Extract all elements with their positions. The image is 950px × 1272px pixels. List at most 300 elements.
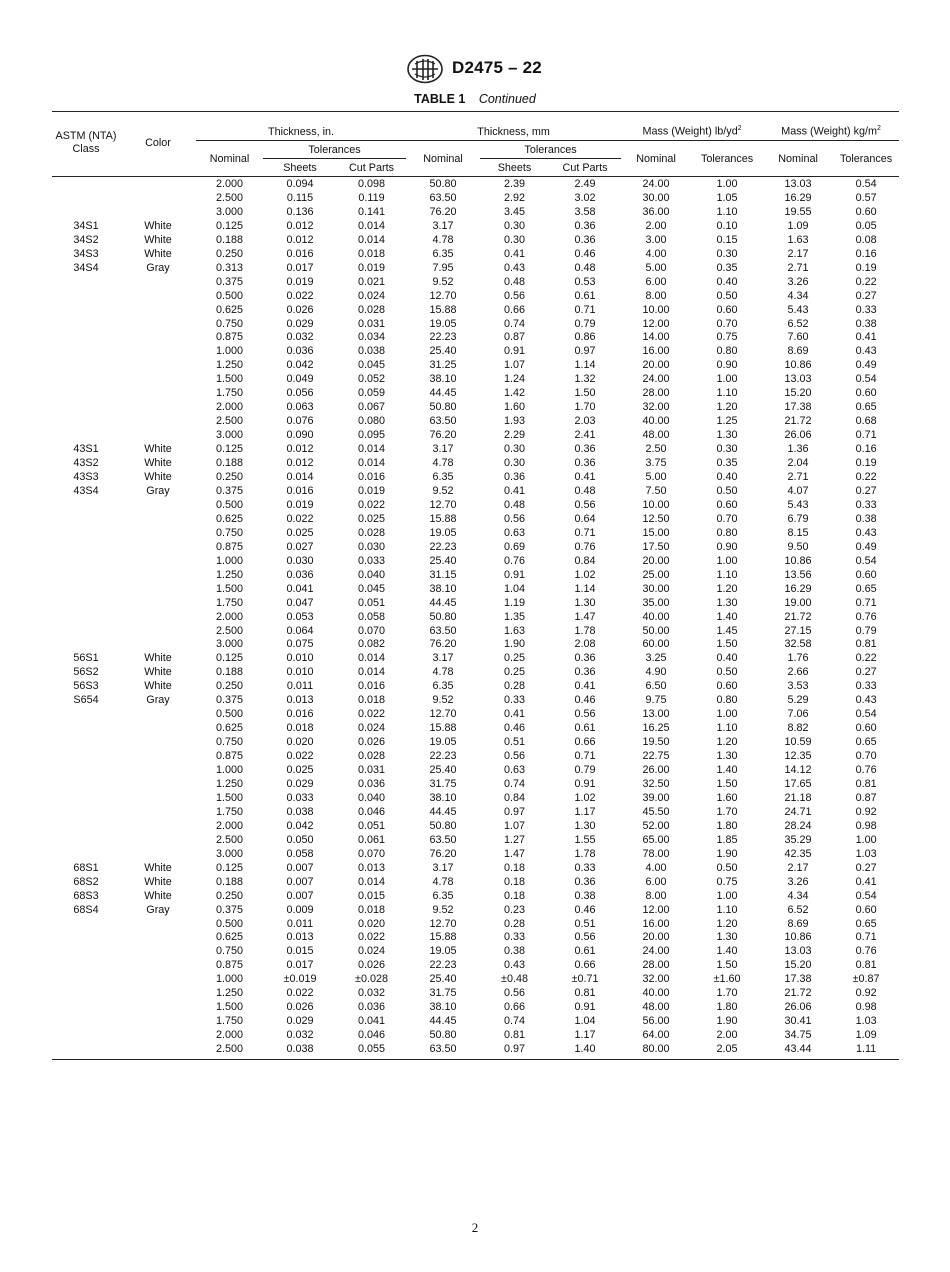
table-row [52, 485, 899, 499]
cell-tolerance-lb: 1.30 [716, 596, 738, 609]
header-nominal-lb: Nominal [621, 141, 691, 177]
cell-class [52, 708, 120, 722]
cell-nominal-kg: 7.06 [787, 708, 809, 721]
cell-tolerance-lb: 1.45 [716, 624, 738, 637]
cell-cut-parts-mm: 1.70 [574, 401, 596, 414]
cell-sheets-mm: 0.97 [504, 1043, 526, 1056]
cell-sheets-mm: 0.56 [504, 750, 526, 763]
cell-nominal-lb: 32.50 [642, 777, 670, 790]
cell-nominal-lb: 24.00 [642, 945, 670, 958]
cell-nominal-mm: 6.35 [432, 471, 454, 484]
cell-tolerance-kg: 0.49 [855, 359, 877, 372]
cell-nominal-lb: 28.00 [642, 387, 670, 400]
cell-nominal-in: 2.000 [215, 178, 244, 190]
header-nominal-kg: Nominal [763, 141, 833, 177]
cell-cut-parts-in: 0.015 [357, 889, 386, 902]
table-row [52, 192, 899, 206]
table-continued: Continued [478, 92, 536, 106]
table-row [52, 945, 899, 959]
cell-nominal-in: 1.000 [215, 345, 244, 358]
cell-color [120, 597, 196, 611]
cell-tolerance-kg: 0.33 [855, 303, 877, 316]
cell-nominal-mm: 25.40 [429, 554, 457, 567]
cell-nominal-mm: 15.88 [429, 931, 457, 944]
cell-class: 43S1 [73, 443, 99, 456]
cell-sheets-in: 0.058 [286, 847, 314, 860]
cell-tolerance-lb: 0.60 [716, 498, 738, 511]
cell-tolerance-kg: 0.60 [855, 903, 877, 916]
cell-sheets-mm: 0.43 [504, 959, 526, 972]
data-table [52, 111, 899, 1060]
cell-color [120, 359, 196, 373]
cell-cut-parts-in: 0.022 [357, 708, 386, 721]
cell-nominal-kg: 3.53 [787, 680, 809, 693]
cell-class [52, 722, 120, 736]
cell-color: Gray [146, 261, 170, 274]
cell-tolerance-kg: 0.54 [855, 889, 877, 902]
cell-tolerance-lb: 1.40 [716, 610, 738, 623]
cell-nominal-mm: 6.35 [432, 889, 454, 902]
cell-cut-parts-in: 0.058 [357, 610, 386, 623]
cell-sheets-in: 0.011 [286, 680, 314, 693]
header-sheets-mm: Sheets [480, 159, 549, 177]
cell-color: White [144, 443, 172, 456]
cell-nominal-lb: 19.50 [642, 736, 670, 749]
cell-nominal-lb: 4.90 [645, 666, 667, 679]
cell-cut-parts-mm: 0.36 [574, 666, 596, 679]
header-mass-lb [621, 112, 763, 141]
header-cut-parts-mm: Cut Parts [549, 159, 621, 177]
cell-cut-parts-in: 0.095 [357, 429, 386, 442]
cell-nominal-kg: 10.86 [784, 359, 812, 372]
cell-color [120, 499, 196, 513]
cell-tolerance-kg: 0.27 [855, 861, 877, 874]
cell-color [120, 304, 196, 318]
cell-nominal-lb: 12.50 [642, 512, 670, 525]
cell-class: 43S3 [73, 471, 99, 484]
cell-tolerance-lb: 1.30 [716, 931, 738, 944]
table-row [52, 262, 899, 276]
cell-color [120, 792, 196, 806]
header-cut-parts-in: Cut Parts [337, 159, 406, 177]
cell-nominal-lb: 20.00 [642, 359, 670, 372]
cell-nominal-kg: 10.59 [784, 736, 812, 749]
cell-class [52, 541, 120, 555]
cell-cut-parts-in: 0.024 [357, 289, 386, 302]
cell-cut-parts-in: 0.016 [357, 680, 386, 693]
cell-class: 43S4 [73, 484, 99, 497]
table-row [52, 680, 899, 694]
cell-nominal-lb: 8.00 [645, 289, 667, 302]
cell-sheets-in: 0.016 [286, 247, 314, 260]
cell-nominal-in: 1.750 [215, 387, 244, 400]
cell-tolerance-lb: 1.20 [716, 736, 738, 749]
table-row [52, 1015, 899, 1029]
cell-nominal-in: 0.875 [215, 959, 244, 972]
cell-color: White [144, 680, 172, 693]
cell-color [120, 611, 196, 625]
table-row [52, 778, 899, 792]
cell-nominal-lb: 15.00 [642, 526, 670, 539]
cell-tolerance-lb: 1.00 [716, 889, 738, 902]
cell-class [52, 359, 120, 373]
cell-cut-parts-mm: 0.48 [574, 261, 596, 274]
cell-sheets-mm: 0.74 [504, 1015, 526, 1028]
header-thickness-in: Thickness, in. [196, 112, 406, 141]
cell-nominal-in: 0.375 [215, 275, 244, 288]
cell-nominal-kg: 34.75 [784, 1029, 812, 1042]
cell-nominal-lb: 64.00 [642, 1029, 670, 1042]
cell-tolerance-lb: 1.25 [716, 415, 738, 428]
cell-sheets-in: 0.094 [286, 178, 314, 190]
cell-tolerance-lb: 1.10 [716, 903, 738, 916]
cell-color: White [144, 666, 172, 679]
cell-nominal-lb: 9.75 [645, 694, 667, 707]
cell-cut-parts-mm: 0.66 [574, 959, 596, 972]
cell-nominal-lb: 13.00 [642, 708, 670, 721]
table-row [52, 234, 899, 248]
cell-nominal-lb: 78.00 [642, 847, 670, 860]
cell-tolerance-lb: 0.90 [716, 359, 738, 372]
cell-color: Gray [146, 903, 170, 916]
cell-cut-parts-in: 0.013 [357, 861, 386, 874]
cell-nominal-in: 0.875 [215, 750, 244, 763]
cell-cut-parts-in: 0.032 [357, 987, 386, 1000]
cell-sheets-mm: 1.24 [504, 373, 526, 386]
cell-sheets-mm: 0.41 [504, 247, 526, 260]
cell-nominal-mm: 50.80 [429, 819, 457, 832]
cell-class [52, 973, 120, 987]
cell-class [52, 959, 120, 973]
cell-tolerance-lb: 0.40 [716, 652, 738, 665]
cell-tolerance-lb: 1.10 [716, 387, 738, 400]
cell-nominal-in: 0.188 [215, 666, 244, 679]
cell-cut-parts-mm: 1.17 [574, 805, 596, 818]
cell-nominal-kg: 30.41 [784, 1015, 812, 1028]
cell-sheets-mm: 0.69 [504, 540, 526, 553]
cell-nominal-mm: 12.70 [429, 917, 457, 930]
cell-cut-parts-mm: 0.56 [574, 931, 596, 944]
cell-nominal-in: 3.000 [215, 847, 244, 860]
cell-nominal-lb: 5.00 [645, 261, 667, 274]
table-row [52, 359, 899, 373]
cell-nominal-kg: 5.43 [787, 303, 809, 316]
cell-cut-parts-in: 0.082 [357, 638, 386, 651]
cell-nominal-kg: 2.66 [787, 666, 809, 679]
cell-tolerance-kg: 0.54 [855, 373, 877, 386]
cell-sheets-mm: 0.41 [504, 484, 526, 497]
cell-class: 56S1 [73, 652, 99, 665]
cell-class [52, 513, 120, 527]
cell-sheets-in: 0.025 [286, 526, 314, 539]
cell-tolerance-lb: 0.30 [716, 443, 738, 456]
cell-nominal-lb: 2.50 [645, 443, 667, 456]
cell-tolerance-lb: ±1.60 [713, 973, 741, 986]
table-row [52, 987, 899, 1001]
cell-cut-parts-in: 0.051 [357, 596, 386, 609]
cell-cut-parts-in: 0.052 [357, 373, 386, 386]
table-row [52, 304, 899, 318]
cell-cut-parts-mm: 1.47 [574, 610, 596, 623]
cell-sheets-mm: 0.76 [504, 554, 526, 567]
cell-sheets-mm: 1.04 [504, 582, 526, 595]
cell-cut-parts-in: 0.038 [357, 345, 386, 358]
cell-class [52, 290, 120, 304]
cell-tolerance-kg: 0.27 [855, 666, 877, 679]
cell-color [120, 820, 196, 834]
cell-nominal-kg: 8.15 [787, 526, 809, 539]
cell-tolerance-kg: 0.43 [855, 526, 877, 539]
cell-nominal-mm: 76.20 [429, 205, 457, 218]
cell-color [120, 1029, 196, 1043]
cell-tolerance-kg: 0.71 [855, 596, 877, 609]
cell-class [52, 192, 120, 206]
cell-sheets-in: 0.063 [286, 401, 314, 414]
cell-nominal-mm: 12.70 [429, 498, 457, 511]
cell-tolerance-lb: 0.40 [716, 275, 738, 288]
cell-nominal-in: 3.000 [215, 429, 244, 442]
cell-nominal-lb: 48.00 [642, 429, 670, 442]
cell-nominal-lb: 3.75 [645, 457, 667, 470]
cell-color [120, 513, 196, 527]
cell-sheets-in: 0.012 [286, 443, 314, 456]
cell-color: White [144, 861, 172, 874]
cell-cut-parts-in: 0.080 [357, 415, 386, 428]
cell-nominal-mm: 63.50 [429, 415, 457, 428]
header-class [52, 112, 120, 177]
cell-tolerance-lb: 1.90 [716, 1015, 738, 1028]
cell-cut-parts-in: 0.067 [357, 401, 386, 414]
cell-nominal-in: 1.250 [215, 987, 244, 1000]
cell-cut-parts-in: 0.026 [357, 959, 386, 972]
cell-nominal-lb: 25.00 [642, 568, 670, 581]
cell-nominal-in: 0.250 [215, 247, 244, 260]
document-header [0, 54, 950, 84]
cell-nominal-in: 1.500 [215, 373, 244, 386]
cell-color: White [144, 875, 172, 888]
cell-nominal-in: 0.125 [215, 652, 244, 665]
cell-sheets-mm: 0.63 [504, 764, 526, 777]
cell-sheets-in: 0.022 [286, 750, 314, 763]
cell-tolerance-lb: 1.80 [716, 819, 738, 832]
cell-tolerance-kg: 0.98 [855, 1001, 877, 1014]
cell-tolerance-lb: 1.30 [716, 750, 738, 763]
cell-color [120, 848, 196, 862]
cell-nominal-in: 2.000 [215, 610, 244, 623]
cell-cut-parts-mm: 0.61 [574, 722, 596, 735]
cell-nominal-lb: 24.00 [642, 373, 670, 386]
table-row [52, 862, 899, 876]
cell-tolerance-lb: 1.20 [716, 401, 738, 414]
cell-color [120, 764, 196, 778]
cell-cut-parts-mm: 1.02 [574, 568, 596, 581]
cell-cut-parts-mm: 0.46 [574, 694, 596, 707]
cell-cut-parts-mm: 0.41 [574, 471, 596, 484]
table-row [52, 764, 899, 778]
cell-cut-parts-mm: 0.64 [574, 512, 596, 525]
table-row [52, 415, 899, 429]
cell-nominal-mm: 76.20 [429, 847, 457, 860]
cell-nominal-kg: 4.34 [787, 889, 809, 902]
cell-nominal-in: 1.750 [215, 1015, 244, 1028]
cell-nominal-kg: 17.65 [784, 777, 812, 790]
cell-nominal-lb: 30.00 [642, 191, 670, 204]
cell-tolerance-kg: 0.68 [855, 415, 877, 428]
cell-sheets-in: 0.020 [286, 736, 314, 749]
cell-cut-parts-in: 0.045 [357, 359, 386, 372]
cell-cut-parts-mm: 0.71 [574, 750, 596, 763]
cell-nominal-mm: 6.35 [432, 247, 454, 260]
table-row [52, 443, 899, 457]
document-designation: D2475 – 22 [452, 58, 542, 77]
cell-cut-parts-mm: 0.91 [574, 1001, 596, 1014]
table-row [52, 708, 899, 722]
cell-nominal-in: 0.750 [215, 526, 244, 539]
cell-tolerance-lb: 1.10 [716, 722, 738, 735]
cell-nominal-kg: 15.20 [784, 959, 812, 972]
cell-cut-parts-mm: 1.55 [574, 833, 596, 846]
cell-class: 34S1 [73, 219, 99, 232]
cell-class [52, 569, 120, 583]
cell-cut-parts-in: 0.046 [357, 805, 386, 818]
cell-sheets-mm: 0.81 [504, 1029, 526, 1042]
cell-class [52, 1029, 120, 1043]
cell-sheets-in: 0.016 [286, 484, 314, 497]
cell-cut-parts-in: 0.014 [357, 219, 386, 232]
cell-sheets-in: 0.029 [286, 317, 314, 330]
cell-color [120, 429, 196, 443]
cell-cut-parts-in: 0.070 [357, 847, 386, 860]
cell-sheets-mm: 0.63 [504, 526, 526, 539]
cell-cut-parts-mm: 0.56 [574, 708, 596, 721]
cell-sheets-in: 0.076 [286, 415, 314, 428]
cell-tolerance-kg: 0.22 [855, 275, 877, 288]
table-row [52, 541, 899, 555]
cell-tolerance-lb: 1.20 [716, 582, 738, 595]
cell-nominal-mm: 22.23 [429, 331, 457, 344]
cell-tolerance-kg: 1.00 [855, 833, 877, 846]
cell-nominal-kg: 17.38 [784, 973, 812, 986]
cell-sheets-mm: 1.07 [504, 819, 526, 832]
table-row [52, 652, 899, 666]
cell-tolerance-kg: 0.81 [855, 777, 877, 790]
cell-color: White [144, 652, 172, 665]
cell-nominal-in: 0.750 [215, 945, 244, 958]
cell-tolerance-lb: 0.80 [716, 345, 738, 358]
cell-sheets-mm: 0.25 [504, 652, 526, 665]
cell-class [52, 638, 120, 652]
cell-sheets-mm: 1.47 [504, 847, 526, 860]
cell-sheets-mm: ±0.48 [501, 973, 528, 986]
cell-class [52, 834, 120, 848]
table-row [52, 918, 899, 932]
cell-sheets-in: 0.032 [286, 1029, 314, 1042]
cell-nominal-mm: 25.40 [429, 764, 457, 777]
cell-nominal-kg: 42.35 [784, 847, 812, 860]
cell-nominal-kg: 17.38 [784, 401, 812, 414]
cell-class [52, 750, 120, 764]
cell-class [52, 318, 120, 332]
cell-cut-parts-mm: 0.36 [574, 457, 596, 470]
cell-cut-parts-in: 0.028 [357, 303, 386, 316]
cell-nominal-mm: 4.78 [432, 233, 454, 246]
cell-nominal-in: 0.188 [215, 457, 244, 470]
cell-nominal-kg: 28.24 [784, 819, 812, 832]
cell-color [120, 806, 196, 820]
cell-nominal-mm: 31.75 [429, 777, 457, 790]
cell-cut-parts-mm: 0.36 [574, 875, 596, 888]
cell-cut-parts-mm: 1.50 [574, 387, 596, 400]
cell-class [52, 764, 120, 778]
cell-cut-parts-mm: 0.79 [574, 764, 596, 777]
cell-sheets-in: 0.017 [286, 261, 314, 274]
cell-color [120, 736, 196, 750]
cell-sheets-in: 0.136 [286, 205, 314, 218]
table-row [52, 513, 899, 527]
cell-nominal-mm: 38.10 [429, 791, 457, 804]
cell-cut-parts-in: 0.024 [357, 945, 386, 958]
cell-tolerance-kg: 1.03 [855, 1015, 877, 1028]
cell-sheets-mm: 1.42 [504, 387, 526, 400]
cell-cut-parts-mm: 0.84 [574, 554, 596, 567]
cell-tolerance-lb: 1.20 [716, 917, 738, 930]
cell-nominal-lb: 40.00 [642, 610, 670, 623]
cell-tolerance-kg: 0.81 [855, 638, 877, 651]
cell-tolerance-kg: 0.22 [855, 471, 877, 484]
cell-nominal-kg: 8.69 [787, 345, 809, 358]
table-row [52, 345, 899, 359]
header-tolerances-kg: Tolerances [833, 141, 899, 177]
header-tolerances-mm: Tolerances [480, 141, 621, 159]
cell-tolerance-lb: 1.80 [716, 1001, 738, 1014]
cell-color [120, 206, 196, 220]
cell-class: S654 [73, 694, 99, 707]
cell-nominal-mm: 19.05 [429, 736, 457, 749]
cell-tolerance-kg: 0.76 [855, 764, 877, 777]
cell-sheets-mm: 2.39 [504, 178, 526, 190]
cell-color [120, 931, 196, 945]
cell-tolerance-lb: 0.15 [716, 233, 738, 246]
cell-nominal-lb: 20.00 [642, 554, 670, 567]
cell-nominal-kg: 13.03 [784, 373, 812, 386]
cell-cut-parts-in: 0.034 [357, 331, 386, 344]
cell-sheets-in: 0.027 [286, 540, 314, 553]
cell-cut-parts-mm: 1.02 [574, 791, 596, 804]
cell-nominal-lb: 16.25 [642, 722, 670, 735]
cell-nominal-kg: 6.52 [787, 317, 809, 330]
cell-nominal-kg: 1.09 [787, 219, 809, 232]
cell-cut-parts-in: 0.018 [357, 903, 386, 916]
cell-tolerance-lb: 1.00 [716, 373, 738, 386]
table-body [52, 177, 899, 1060]
header-class-text: ASTM (NTA) Class [55, 130, 117, 155]
cell-cut-parts-in: 0.031 [357, 764, 386, 777]
cell-color [120, 387, 196, 401]
cell-cut-parts-in: 0.031 [357, 317, 386, 330]
cell-color [120, 401, 196, 415]
cell-nominal-mm: 15.88 [429, 303, 457, 316]
cell-cut-parts-in: 0.016 [357, 471, 386, 484]
cell-nominal-mm: 38.10 [429, 582, 457, 595]
cell-sheets-in: 0.012 [286, 219, 314, 232]
cell-sheets-mm: 0.38 [504, 945, 526, 958]
cell-nominal-in: 0.625 [215, 512, 244, 525]
cell-tolerance-lb: 0.40 [716, 471, 738, 484]
cell-cut-parts-in: 0.036 [357, 777, 386, 790]
cell-color [120, 583, 196, 597]
table-row [52, 555, 899, 569]
cell-cut-parts-mm: 0.56 [574, 498, 596, 511]
